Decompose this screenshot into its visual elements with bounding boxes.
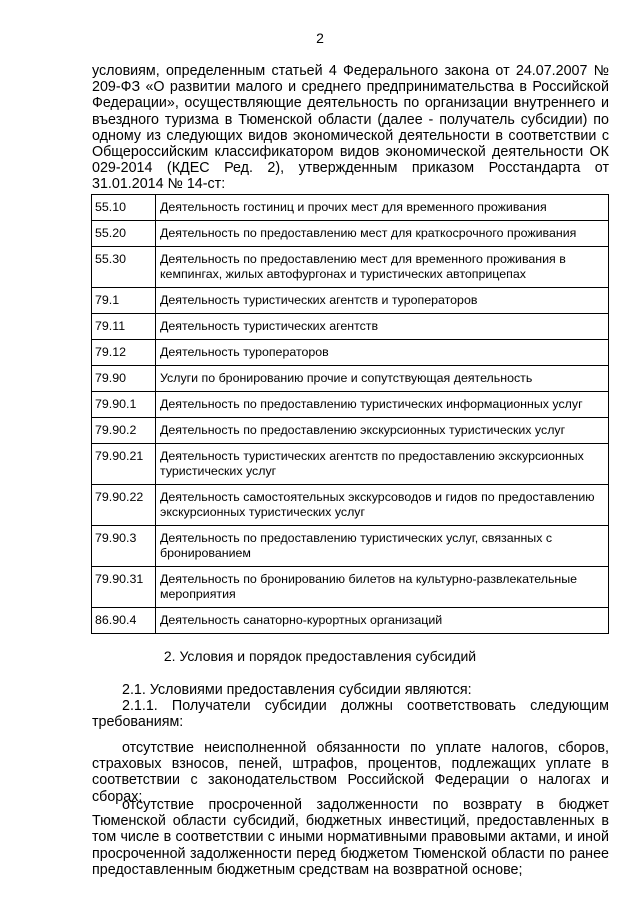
activity-description: Деятельность по предоставлению туристических информационных услуг	[156, 392, 609, 418]
activity-description: Деятельность туроператоров	[156, 340, 609, 366]
clause-2-1: 2.1. Условиями предоставления субсидии являются:	[122, 682, 472, 698]
activity-code: 79.90.1	[92, 392, 156, 418]
activity-description: Деятельность туристических агентств	[156, 314, 609, 340]
table-row	[92, 485, 609, 526]
activity-description: Деятельность самостоятельных экскурсоводов и гидов по предоставлению экскурсионных туристических услуг	[156, 485, 609, 526]
intro-paragraph: условиям, определенным статьей 4 Федерального закона от 24.07.2007 № 209-ФЗ «О развитии малого и среднего предпринимательства в Российской Федерации», осуществляющие деятельность по организации внутреннего и въездного туризма в Тюменской области (далее - получатель субсидии) по одному из следующих видов экономической деятельности в соответствии с Общероссийским классификатором видов экономической деятельности ОК 029-2014 (КДЕС Ред. 2), утвержденным приказом Росстандарта от 31.01.2014 № 14-ст:	[92, 63, 609, 193]
table-row	[92, 288, 609, 314]
table-row	[92, 195, 609, 221]
table-row	[92, 340, 609, 366]
activity-codes-table-body	[92, 195, 609, 634]
activity-code: 79.90	[92, 366, 156, 392]
activity-description: Деятельность по бронированию билетов на культурно-развлекательные мероприятия	[156, 567, 609, 608]
activity-code: 79.11	[92, 314, 156, 340]
activity-code: 55.10	[92, 195, 156, 221]
activity-description: Деятельность туристических агентств по предоставлению экскурсионных туристических услуг	[156, 444, 609, 485]
activity-code: 79.90.3	[92, 526, 156, 567]
activity-code: 79.90.22	[92, 485, 156, 526]
requirement-no-tax-debt: отсутствие неисполненной обязанности по уплате налогов, сборов, страховых взносов, пеней, штрафов, процентов, подлежащих уплате в соответствии с законодательством Российской Федерации о налогах и сборах;	[92, 740, 609, 805]
activity-description: Деятельность гостиниц и прочих мест для временного проживания	[156, 195, 609, 221]
requirement-no-budget-debt: отсутствие просроченной задолженности по возврату в бюджет Тюменской области субсидий, бюджетных инвестиций, предоставленных в том числе в соответствии с иными нормативными правовыми актами, и иной просроченной задолженности перед бюджетом Тюменской области по ранее предоставленным бюджетным средствам на возвратной основе;	[92, 797, 609, 878]
table-row	[92, 366, 609, 392]
activity-code: 55.30	[92, 247, 156, 288]
table-row	[92, 221, 609, 247]
activity-description: Деятельность санаторно-курортных организаций	[156, 608, 609, 634]
activity-codes-table	[91, 194, 609, 634]
table-row	[92, 392, 609, 418]
page-number: 2	[316, 30, 324, 46]
activity-description: Деятельность по предоставлению экскурсионных туристических услуг	[156, 418, 609, 444]
table-row	[92, 418, 609, 444]
activity-code: 79.12	[92, 340, 156, 366]
activity-code: 79.1	[92, 288, 156, 314]
activity-description: Деятельность по предоставлению мест для временного проживания в кемпингах, жилых автофургонах и туристических автоприцепах	[156, 247, 609, 288]
table-row	[92, 567, 609, 608]
activity-code: 79.90.31	[92, 567, 156, 608]
table-row	[92, 526, 609, 567]
activity-code: 79.90.2	[92, 418, 156, 444]
activity-description: Деятельность по предоставлению туристических услуг, связанных с бронированием	[156, 526, 609, 567]
table-row	[92, 314, 609, 340]
table-row	[92, 247, 609, 288]
activity-description: Деятельность по предоставлению мест для краткосрочного проживания	[156, 221, 609, 247]
activity-code: 55.20	[92, 221, 156, 247]
clause-2-1-1: 2.1.1. Получатели субсидии должны соответствовать следующим требованиям:	[92, 698, 609, 731]
section-heading: 2. Условия и порядок предоставления субсидий	[163, 648, 477, 664]
activity-description: Услуги по бронированию прочие и сопутствующая деятельность	[156, 366, 609, 392]
activity-code: 79.90.21	[92, 444, 156, 485]
table-row	[92, 444, 609, 485]
table-row	[92, 608, 609, 634]
activity-code: 86.90.4	[92, 608, 156, 634]
activity-description: Деятельность туристических агентств и туроператоров	[156, 288, 609, 314]
